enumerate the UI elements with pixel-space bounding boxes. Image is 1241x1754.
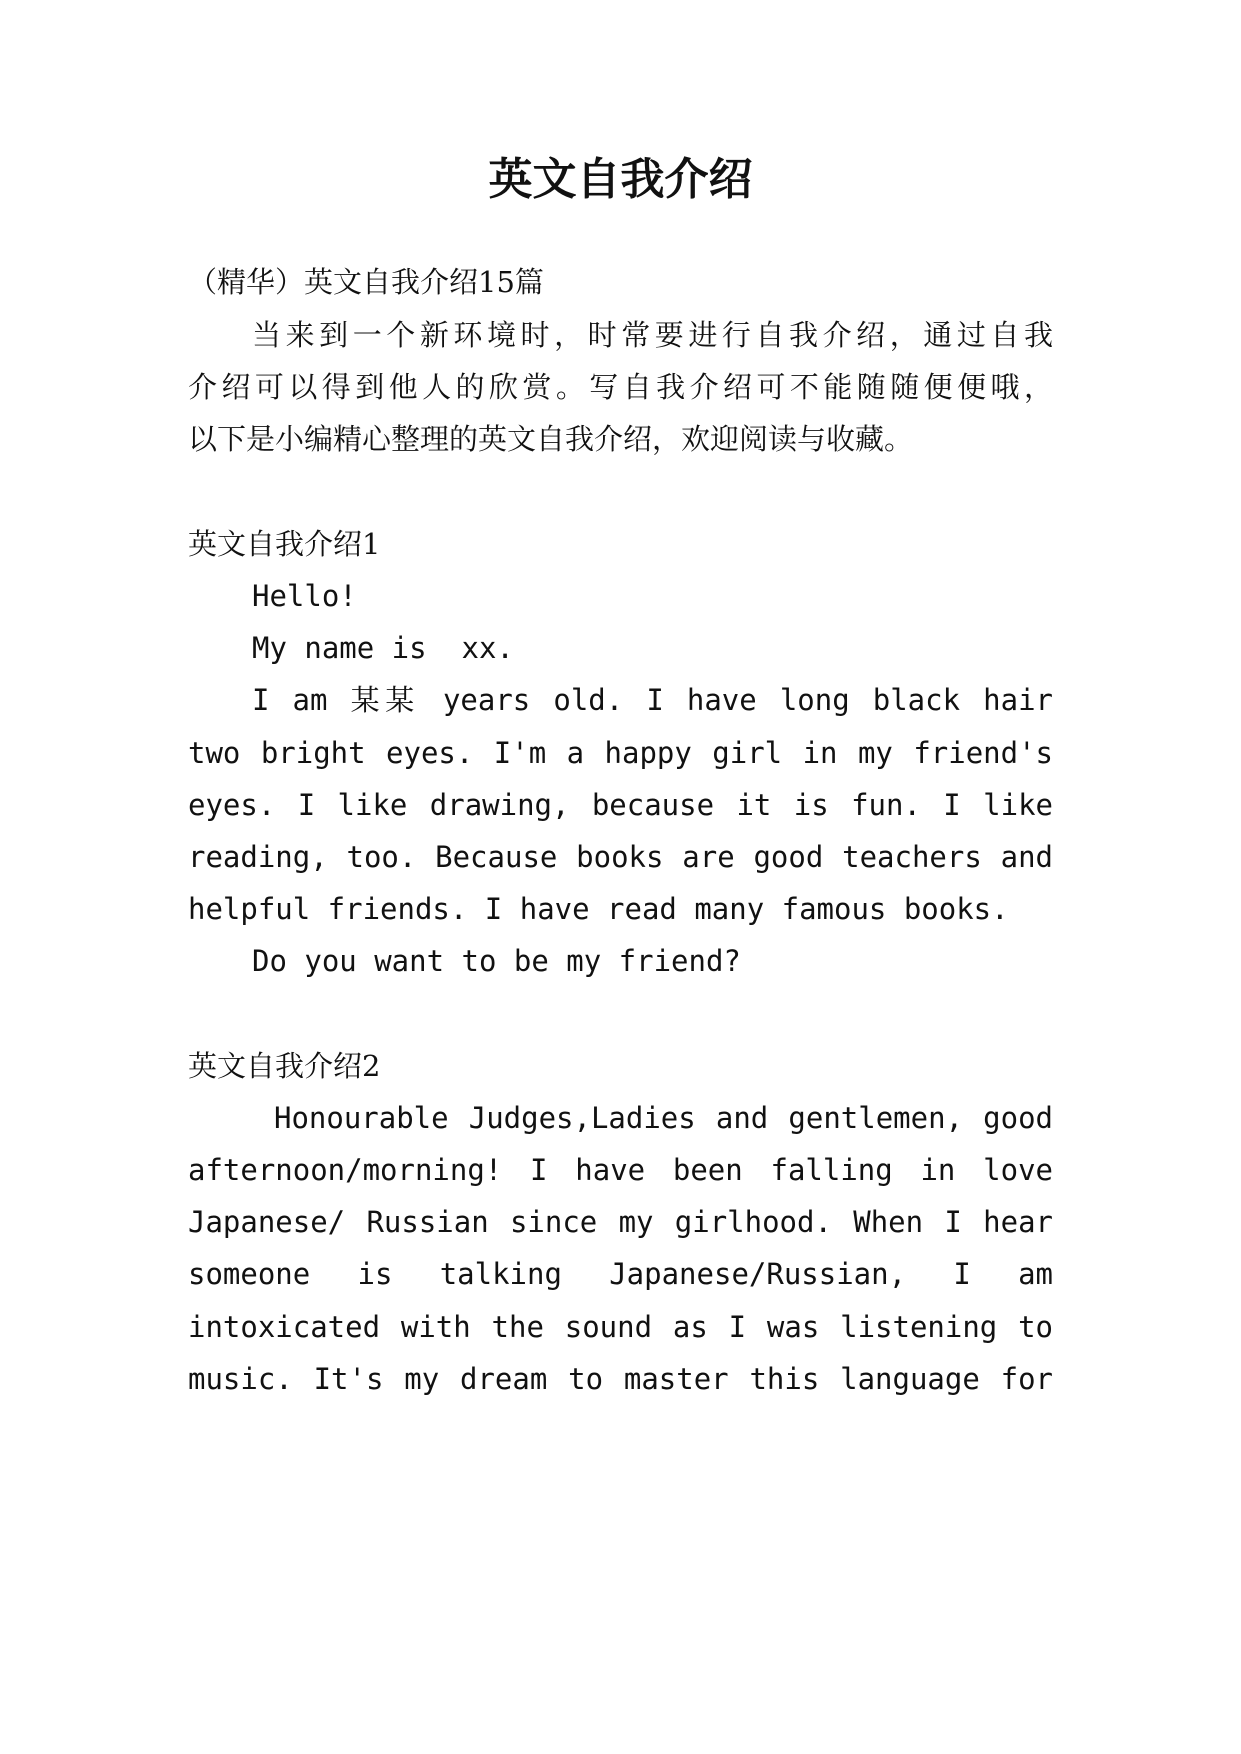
section-heading: 英文自我介绍1 <box>188 527 381 561</box>
paragraph-line: I am 某某 years old. I have long black hair <box>252 683 1053 717</box>
paragraph-line: someone is talking Japanese/Russian, I am <box>188 1257 1053 1291</box>
section-heading: 英文自我介绍2 <box>188 1049 381 1083</box>
paragraph-line: two bright eyes. I'm a happy girl in my friend's <box>188 736 1053 770</box>
paragraph-line: eyes. I like drawing, because it is fun. I like <box>188 788 1053 822</box>
paragraph-line: music. It's my dream to master this language for <box>188 1362 1053 1396</box>
intro-line: 当来到一个新环境时，时常要进行自我介绍，通过自我 <box>252 318 1053 352</box>
paragraph-line: Japanese/ Russian since my girlhood. When I hear <box>188 1205 1053 1239</box>
paragraph-line: afternoon/morning! I have been falling in love <box>188 1153 1053 1187</box>
intro-heading: （精华）英文自我介绍15篇 <box>188 265 544 299</box>
paragraph-line: Do you want to be my friend? <box>252 944 741 978</box>
paragraph-line: reading, too. Because books are good teachers and <box>188 840 1053 874</box>
intro-line: 以下是小编精心整理的英文自我介绍，欢迎阅读与收藏。 <box>188 422 914 456</box>
paragraph-line: Honourable Judges,Ladies and gentlemen, good <box>274 1101 1053 1135</box>
paragraph-line: intoxicated with the sound as I was listening to <box>188 1310 1053 1344</box>
paragraph-line: Hello! <box>252 579 357 613</box>
paragraph-line: My name is xx. <box>252 631 514 665</box>
paragraph-line: helpful friends. I have read many famous books. <box>188 892 1009 926</box>
intro-line: 介绍可以得到他人的欣赏。写自我介绍可不能随随便便哦， <box>188 370 1053 404</box>
document-title: 英文自我介绍 <box>488 154 753 205</box>
